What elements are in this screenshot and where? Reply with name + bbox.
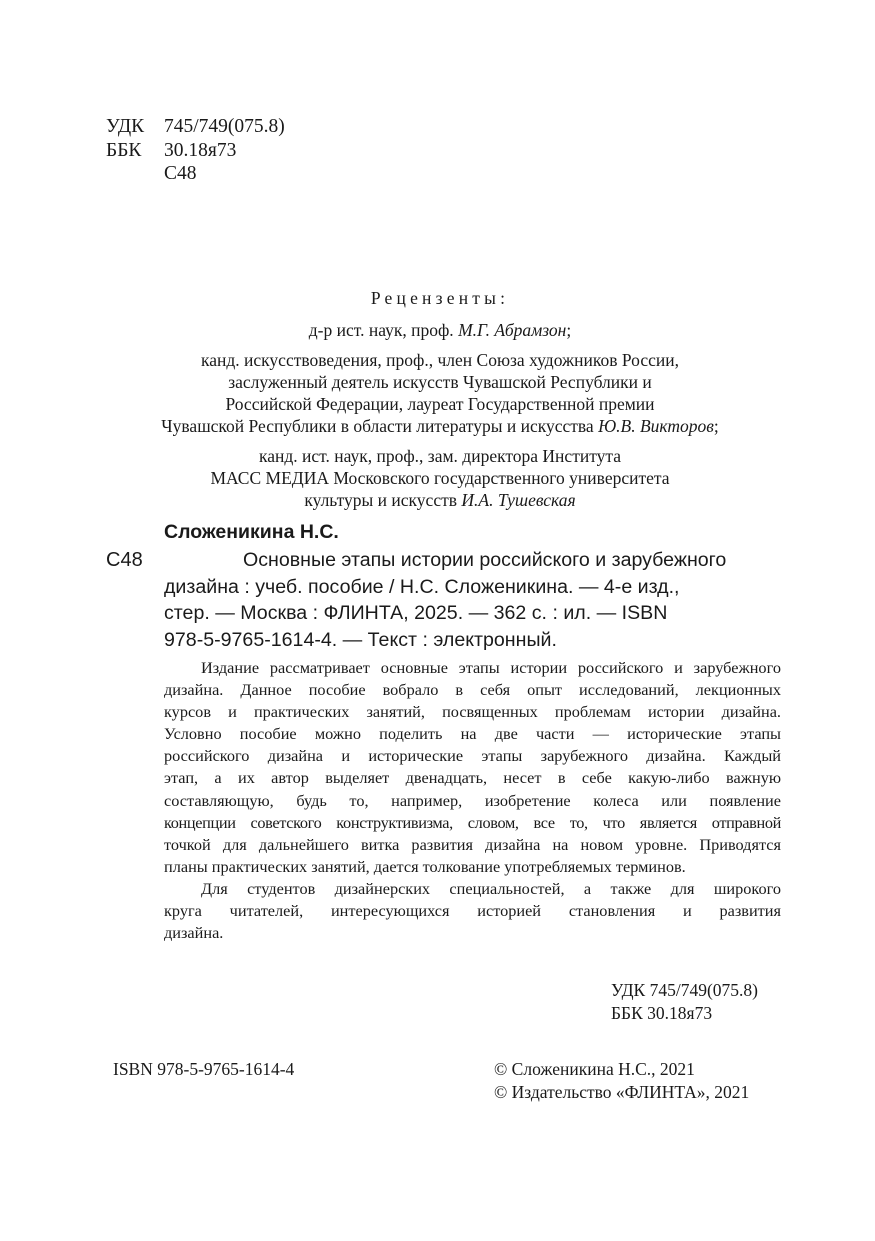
reviewer-2-name: Ю.В. Викторов [598,416,714,436]
udk-label: УДК [106,116,145,137]
udk-bottom: УДК 745/749(075.8) [611,980,758,1000]
reviewer-2: канд. искусствоведения, проф., член Союза художников России, заслуженный деятель искусств Чувашской Республики и Российской Федерации, лауреат Государственной премии Чувашской Республики в области литературы и искусства Ю.В. Викторов; [161,350,719,436]
annotation-paragraph-1: Издание рассматривает основные этапы истории российского и зарубежного дизайна. Данное пособие вобрало в себя опыт исследований, лекционных курсов и практических занятий, посвященных проблемам истории дизайна. Условно пособие можно поделить на две части — исторические этапы российского дизайна и исторические этапы зарубежного дизайна. Каждый этап, а их автор выделяет двенадцать, несет в себе какую-либо важную составляющую, будь то, например, изобретение колеса или появление концепции советского конструктивизма, словом, все то, что является отправной точкой для дальнейшего витка развития дизайна на новом уровне. Приводятся планы практических занятий, дается толкование употребляемых терминов. [164,658,781,876]
reviewer-1: д-р ист. наук, проф. М.Г. Абрамзон; [308,320,572,340]
bbk-bottom: ББК 30.18я73 [611,1003,713,1023]
record-code: С48 [106,549,143,571]
copyright-publisher: © Издательство «ФЛИНТА», 2021 [494,1082,750,1102]
reviewer-1-name: М.Г. Абрамзон [458,320,567,340]
reviewers-block [120,287,760,513]
classification-block-bottom [611,979,758,1025]
reviewers-heading: Рецензенты: [370,288,510,308]
record-description: Основные этапы истории российского и зарубежного дизайна : учеб. пособие / Н.С. Сложеникина. — 4-е изд., стер. — Москва : ФЛИНТА, 2025. — 362 с. : ил. — ISBN 978-5-9765-1614-4. — Текст : электронный. [164,549,727,651]
udk-row [106,115,285,139]
bbk-label: ББК [106,139,142,161]
copyright-block [494,1058,749,1104]
udk-value: 745/749(075.8) [164,116,285,137]
isbn: ISBN 978-5-9765-1614-4 [113,1059,295,1079]
bbk-value: 30.18я73 [164,139,237,161]
bbk-row [106,139,285,163]
classification-block-top [106,115,285,186]
author-sign-row [106,162,285,186]
author-sign: С48 [164,163,197,184]
record-author: Сложеникина Н.С. [164,521,339,543]
reviewer-3: канд. ист. наук, проф., зам. директора Института МАСС МЕДИА Московского государственного университета культуры и искусств И.А. Тушевская [210,446,670,510]
reviewer-3-name: И.А. Тушевская [461,490,576,510]
annotation-paragraph-2: Для студентов дизайнерских специальностей, а также для широкого круга читателей, интересующихся историей становления и развития дизайна. [164,878,781,943]
annotation [164,657,781,944]
copyright-author: © Сложеникина Н.С., 2021 [494,1059,695,1079]
